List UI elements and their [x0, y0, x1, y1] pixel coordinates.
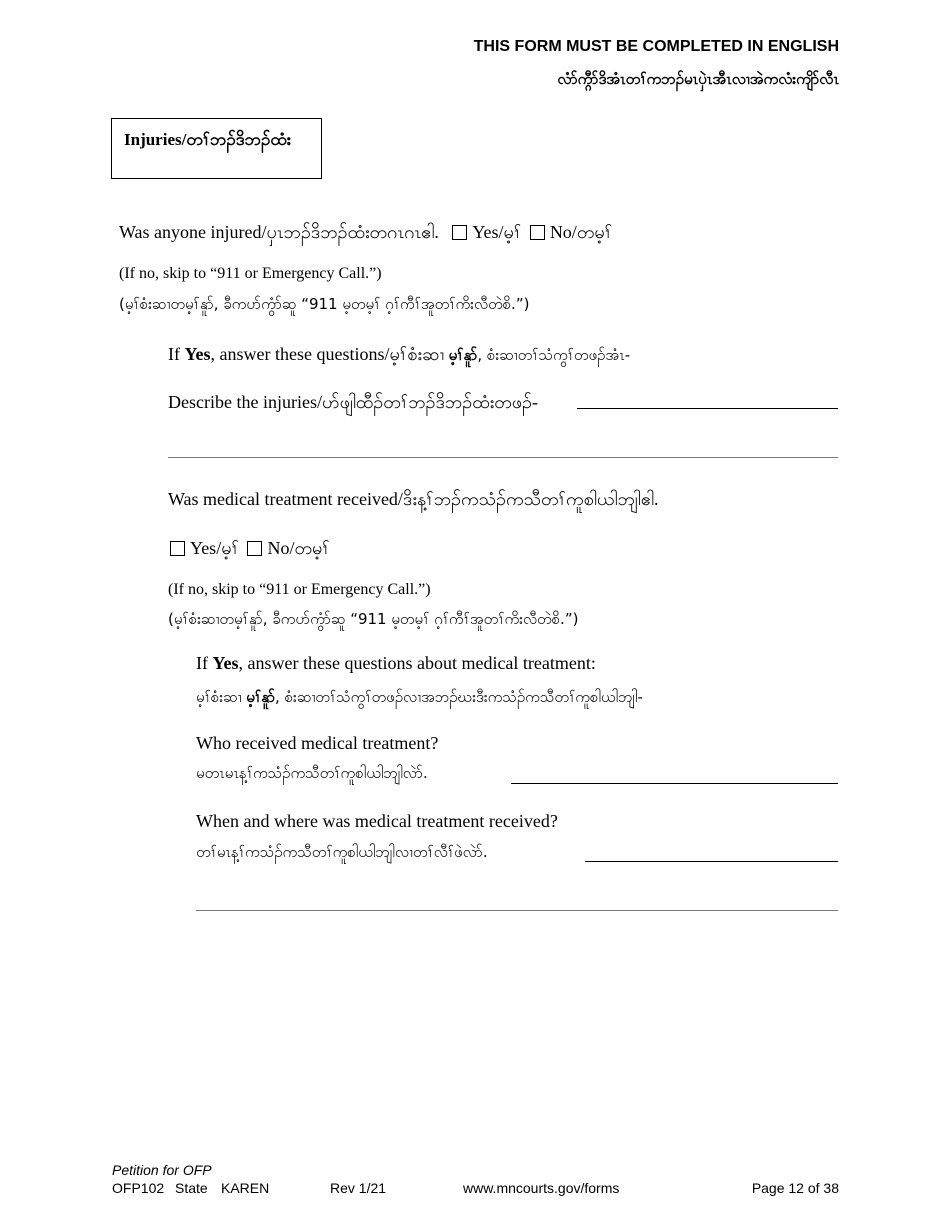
karen-text: မ့ၢ်စံးဆၢ — [196, 688, 247, 706]
medical-treatment-options — [170, 536, 330, 563]
medical-if-yes-instruction-english — [196, 653, 596, 674]
if-yes-text: , answer these questions about medical treatment: — [238, 653, 596, 673]
yes-emphasis: Yes — [184, 344, 211, 364]
describe-injuries-field[interactable] — [577, 408, 838, 409]
medical-if-yes-instruction-karen — [196, 688, 643, 710]
form-language-notice-karen: လံာ်က္ဂီာ်ဒိအံၤတၢ်ကဘၣ်မၤပှဲၤအီၤလၢအဲကလံးကျိာ်လီၤ — [557, 70, 839, 88]
medical-skip-instruction-english: (If no, skip to “911 or Emergency Call.”) — [168, 581, 431, 598]
medical-treatment-question: Was medical treatment received/ဒိးန့ၢ်ဘၣ်ကသံၣ်ကသီတၢ်ကူစါယါဘျါဧါ. — [168, 489, 659, 509]
medical-no-checkbox[interactable] — [247, 541, 262, 556]
injured-question: Was anyone injured/ပှၤဘၣ်ဒိဘၣ်ထံးတဂၤဂၤဧါ. — [119, 222, 439, 242]
when-where-label-english: When and where was medical treatment received? — [196, 811, 558, 831]
describe-injuries-label: Describe the injuries/ဟ်ဖျါထီၣ်တၢ်ဘၣ်ဒိဘၣ်ထံးတဖၣ်- — [168, 392, 538, 412]
medical-yes-checkbox[interactable] — [170, 541, 185, 556]
yes-emphasis-karen: မ့ၢ်နူာ် — [448, 346, 478, 364]
injured-yes-label: Yes/မ့ၢ် — [472, 222, 522, 242]
if-text: If — [196, 653, 213, 673]
footer-language: KAREN — [221, 1180, 270, 1196]
yes-emphasis-karen: မ့ၢ်နူာ် — [246, 688, 276, 706]
footer-url[interactable]: www.mncourts.gov/forms — [463, 1180, 620, 1196]
footer-state: State — [175, 1180, 208, 1196]
medical-skip-instruction-karen: (မ့ၢ်စံးဆၢတမ့ၢ်နူာ်, ခီကပာ်ကွံာ်ဆူ “911 မ့တမ့ၢ် ဂ့ၢ်ကီၢ်အူတၢ်ကိးလီတဲစိ.”) — [168, 610, 579, 628]
section-title: Injuries/တၢ်ဘၣ်ဒိဘၣ်ထံး — [124, 130, 292, 149]
who-received-label-karen: မတၤမၤန့ၢ်ကသံၣ်ကသီတၢ်ကူစါယါဘျါလဲာ်. — [196, 764, 428, 782]
who-received-field[interactable] — [511, 783, 838, 784]
footer-revision: Rev 1/21 — [330, 1180, 387, 1196]
if-yes-text-karen: , စံးဆၢတၢ်သံကွၢ်တဖၣ်အံၤ- — [477, 346, 631, 364]
describe-injuries-field-line-2[interactable] — [168, 457, 838, 458]
footer-page-number: Page 12 of 38 — [751, 1180, 839, 1196]
when-where-label-karen: တၢ်မၤန့ၢ်ကသံၣ်ကသီတၢ်ကူစါယါဘျါလၢတၢ်လီၢ်ဖဲလဲာ်. — [196, 843, 488, 861]
when-where-field[interactable] — [585, 861, 838, 862]
section-title-box — [111, 118, 322, 179]
form-language-notice-english: THIS FORM MUST BE COMPLETED IN ENGLISH — [473, 38, 839, 55]
footer-form-code: OFP102 — [112, 1180, 165, 1196]
injured-yes-checkbox[interactable] — [452, 225, 467, 240]
if-yes-instruction — [168, 342, 630, 369]
medical-yes-label: Yes/မ့ၢ် — [190, 538, 239, 558]
injured-no-label: No/တမ့ၢ် — [549, 222, 613, 242]
skip-instruction-karen: (မ့ၢ်စံးဆၢတမ့ၢ်နူာ်, ခီကပာ်ကွံာ်ဆူ “911 မ့တမ့ၢ် ဂ့ၢ်ကီၢ်အူတၢ်ကိးလီတဲစိ.”) — [119, 295, 530, 313]
who-received-label-english: Who received medical treatment? — [196, 733, 439, 753]
injured-question-row — [119, 220, 612, 247]
medical-no-label: No/တမ့ၢ် — [267, 538, 330, 558]
skip-instruction-english: (If no, skip to “911 or Emergency Call.”) — [119, 265, 382, 282]
form-name-text: Petition for OFP — [112, 1162, 212, 1178]
karen-text-2: , စံးဆၢတၢ်သံကွၢ်တဖၣ်လၢအဘၣ်ဃးဒီးကသံၣ်ကသီတၢ်ကူစါယါဘျါ- — [275, 688, 643, 706]
footer-form-name — [112, 1162, 212, 1178]
injured-no-checkbox[interactable] — [530, 225, 545, 240]
yes-emphasis: Yes — [212, 653, 239, 673]
if-yes-text: , answer these questions/မ့ၢ်စံးဆၢ — [210, 344, 449, 364]
when-where-field-line-2[interactable] — [196, 910, 838, 911]
if-text: If — [168, 344, 185, 364]
